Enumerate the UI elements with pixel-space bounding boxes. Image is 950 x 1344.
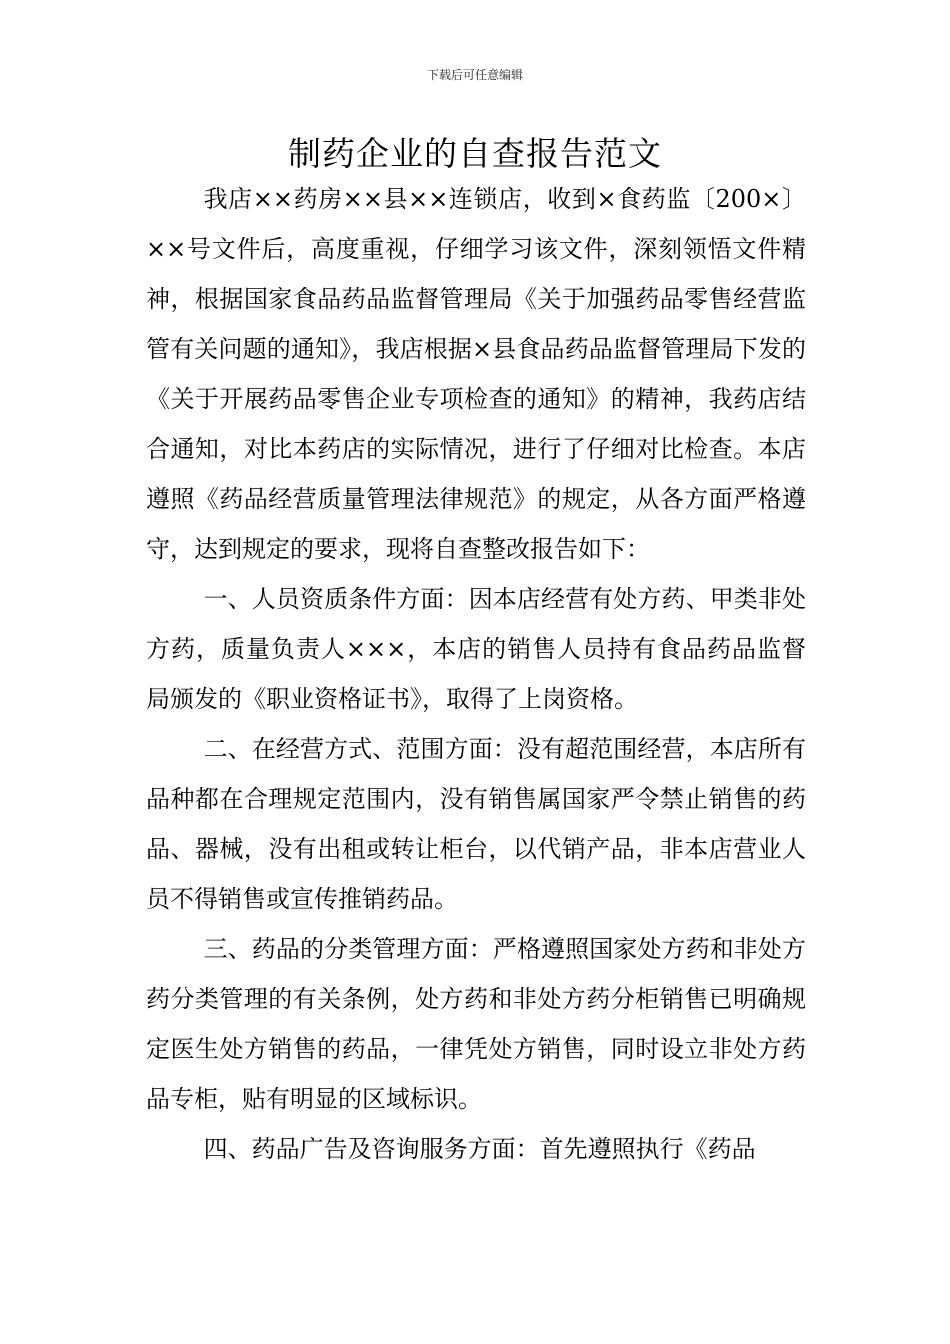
paragraph-intro: 我店××药房××县××连锁店，收到×食药监〔200×〕××号文件后，高度重视，仔细学习该文件，深刻领悟文件精神，根据国家食品药品监督管理局《关于加强药品零售经营监管有关问题的通知》，我店根据×县食品药品监督管理局下发的《关于开展药品零售企业专项检查的通知》的精神，我药店结合通知，对比本药店的实际情况，进行了仔细对比检查。本店遵照《药品经营质量管理法律规范》的规定，从各方面严格遵守，达到规定的要求，现将自查整改报告如下：: [146, 185, 806, 563]
document-body: [146, 174, 806, 1174]
paragraph-advertising: 四、药品广告及咨询服务方面：首先遵照执行《药品: [203, 1135, 756, 1163]
paragraph-business-scope: 二、在经营方式、范围方面：没有超范围经营，本店所有品种都在合理规定范围内，没有销售属国家严令禁止销售的药品、器械，没有出租或转让柜台，以代销产品，非本店营业人员不得销售或宣传推销药品。: [146, 735, 806, 913]
paragraph-personnel: 一、人员资质条件方面：因本店经营有处方药、甲类非处方药，质量负责人×××，本店的销售人员持有食品药品监督局颁发的《职业资格证书》，取得了上岗资格。: [146, 585, 806, 713]
header-note: 下载后可任意编辑: [426, 68, 523, 82]
paragraph-classification: 三、药品的分类管理方面：严格遵照国家处方药和非处方药分类管理的有关条例，处方药和非处方药分柜销售已明确规定医生处方销售的药品，一律凭处方销售，同时设立非处方药品专柜，贴有明显的区域标识。: [146, 935, 806, 1113]
document-title: 制药企业的自查报告范文: [288, 134, 662, 173]
